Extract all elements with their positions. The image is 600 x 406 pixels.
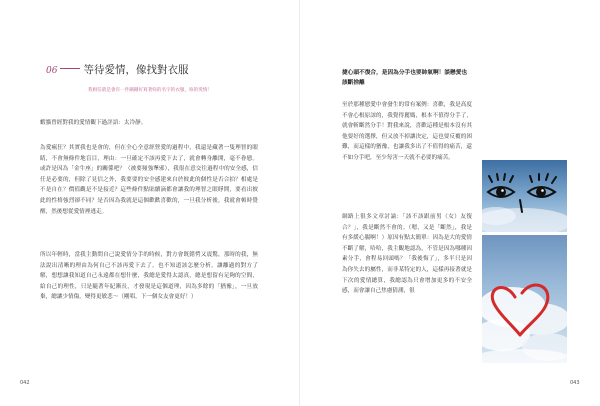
right-page bbox=[300, 0, 600, 406]
chapter-title: 等待愛情，像找對衣服 bbox=[83, 64, 189, 76]
right-paragraph-2: 網路上很多文章討論：「該不該跟前男（女）友復合？」，我是斷然不會的。（嗯，又是「斷然」，我是有多緩心腸啊！）原因有點太簡單：因為是大的愛情不斷了解，哈哈，我主觀地認為，不管是因為哪種因素分手，會程易回頭嗎？「我後悔了」，多半只是因為你失去的屬性，而非某特定的人，這樣再接著就是下次的愛情總算，我總認為只會增加更多的不安全感，而會讓自己焦慮猜測，很 bbox=[342, 214, 472, 295]
left-page-number: 042 bbox=[20, 380, 30, 386]
chapter-number: 06 bbox=[46, 66, 58, 76]
chapter-subtitle: 我相信就是會有一件剛剛好寫著妳的名字的衣服，妳的愛情！ bbox=[87, 88, 213, 93]
chapter-header bbox=[46, 58, 188, 77]
left-paragraph-3: 所以年輕時，當我主動問自己說愛情分手的時候，對方會既錯愕又震驚，那時的我，無法說出清晰的理由為何自己不該再愛下去了，也不知道該怎麼分析，讓離過的對方了解，想想讓我知道自己永遠都在想什麼，我總是愛得太認真，總是想留有足夠的空間，給自己的理性，只是隨著年紀漸長，才發現是這個道理，因為多餘的「猶豫」，一旦放棄，總讓少情傷，變得更敏悲～（剛唱，下一個女友會更好！） bbox=[40, 252, 258, 301]
right-paragraph-1: 至於那種戀愛中會發生的常有案例：喜歡，我是高度不會心根原諒的，我覺得麗媽，根本不值得分手了，就會斬斷然分手！對我來說，喜歡這種是根本沒有其他要好的選擇，但又放不掉讓決定，這也要反覆的困難，而這樣的猶豫，也讓我多出了不值得的痛苦，還不如分手吧，至少每害一天就不必要的痛苦。 bbox=[342, 102, 472, 161]
eyes-on-sky-photo bbox=[482, 160, 567, 232]
left-paragraph-1: 蝦貓曾經對我的愛情觀下過評語：太冷靜。 bbox=[40, 120, 147, 126]
right-page-number: 043 bbox=[570, 380, 580, 386]
heart-cloud-photo bbox=[482, 235, 567, 363]
pull-quote: 捷心頭不復合，是因為分手也要帥氣啊！談戀愛也該斷捨離 bbox=[342, 70, 468, 86]
chapter-dash bbox=[60, 68, 80, 69]
left-paragraph-2: 為愛瘋狂？其實我也是會的，但在全心全意經營愛的過程中，我還是藏著一隻理智的眼睛，不會無條件地盲目，理由：一旦確定不該再愛下去了，就會轉身離開，毫不眷戀。或許是因為「金牛座」的關係吧？（被要頻強犟邪），我很在意交往過程中的安全感，信任是必要的，但除了見信之外，我要要的安全感建來自於彼此的個性是否合拍？相處是不是自在？價值觀是不是接近？這些條件點貼續滴都會讓我的理智之眼睜開，要看出彼此的性格強烈卻不同？是否因為我就是這個歡歡喜歡的，一旦我分析後，我就會頓時覺醒，然後想從愛情裡逃走。 bbox=[40, 145, 258, 215]
